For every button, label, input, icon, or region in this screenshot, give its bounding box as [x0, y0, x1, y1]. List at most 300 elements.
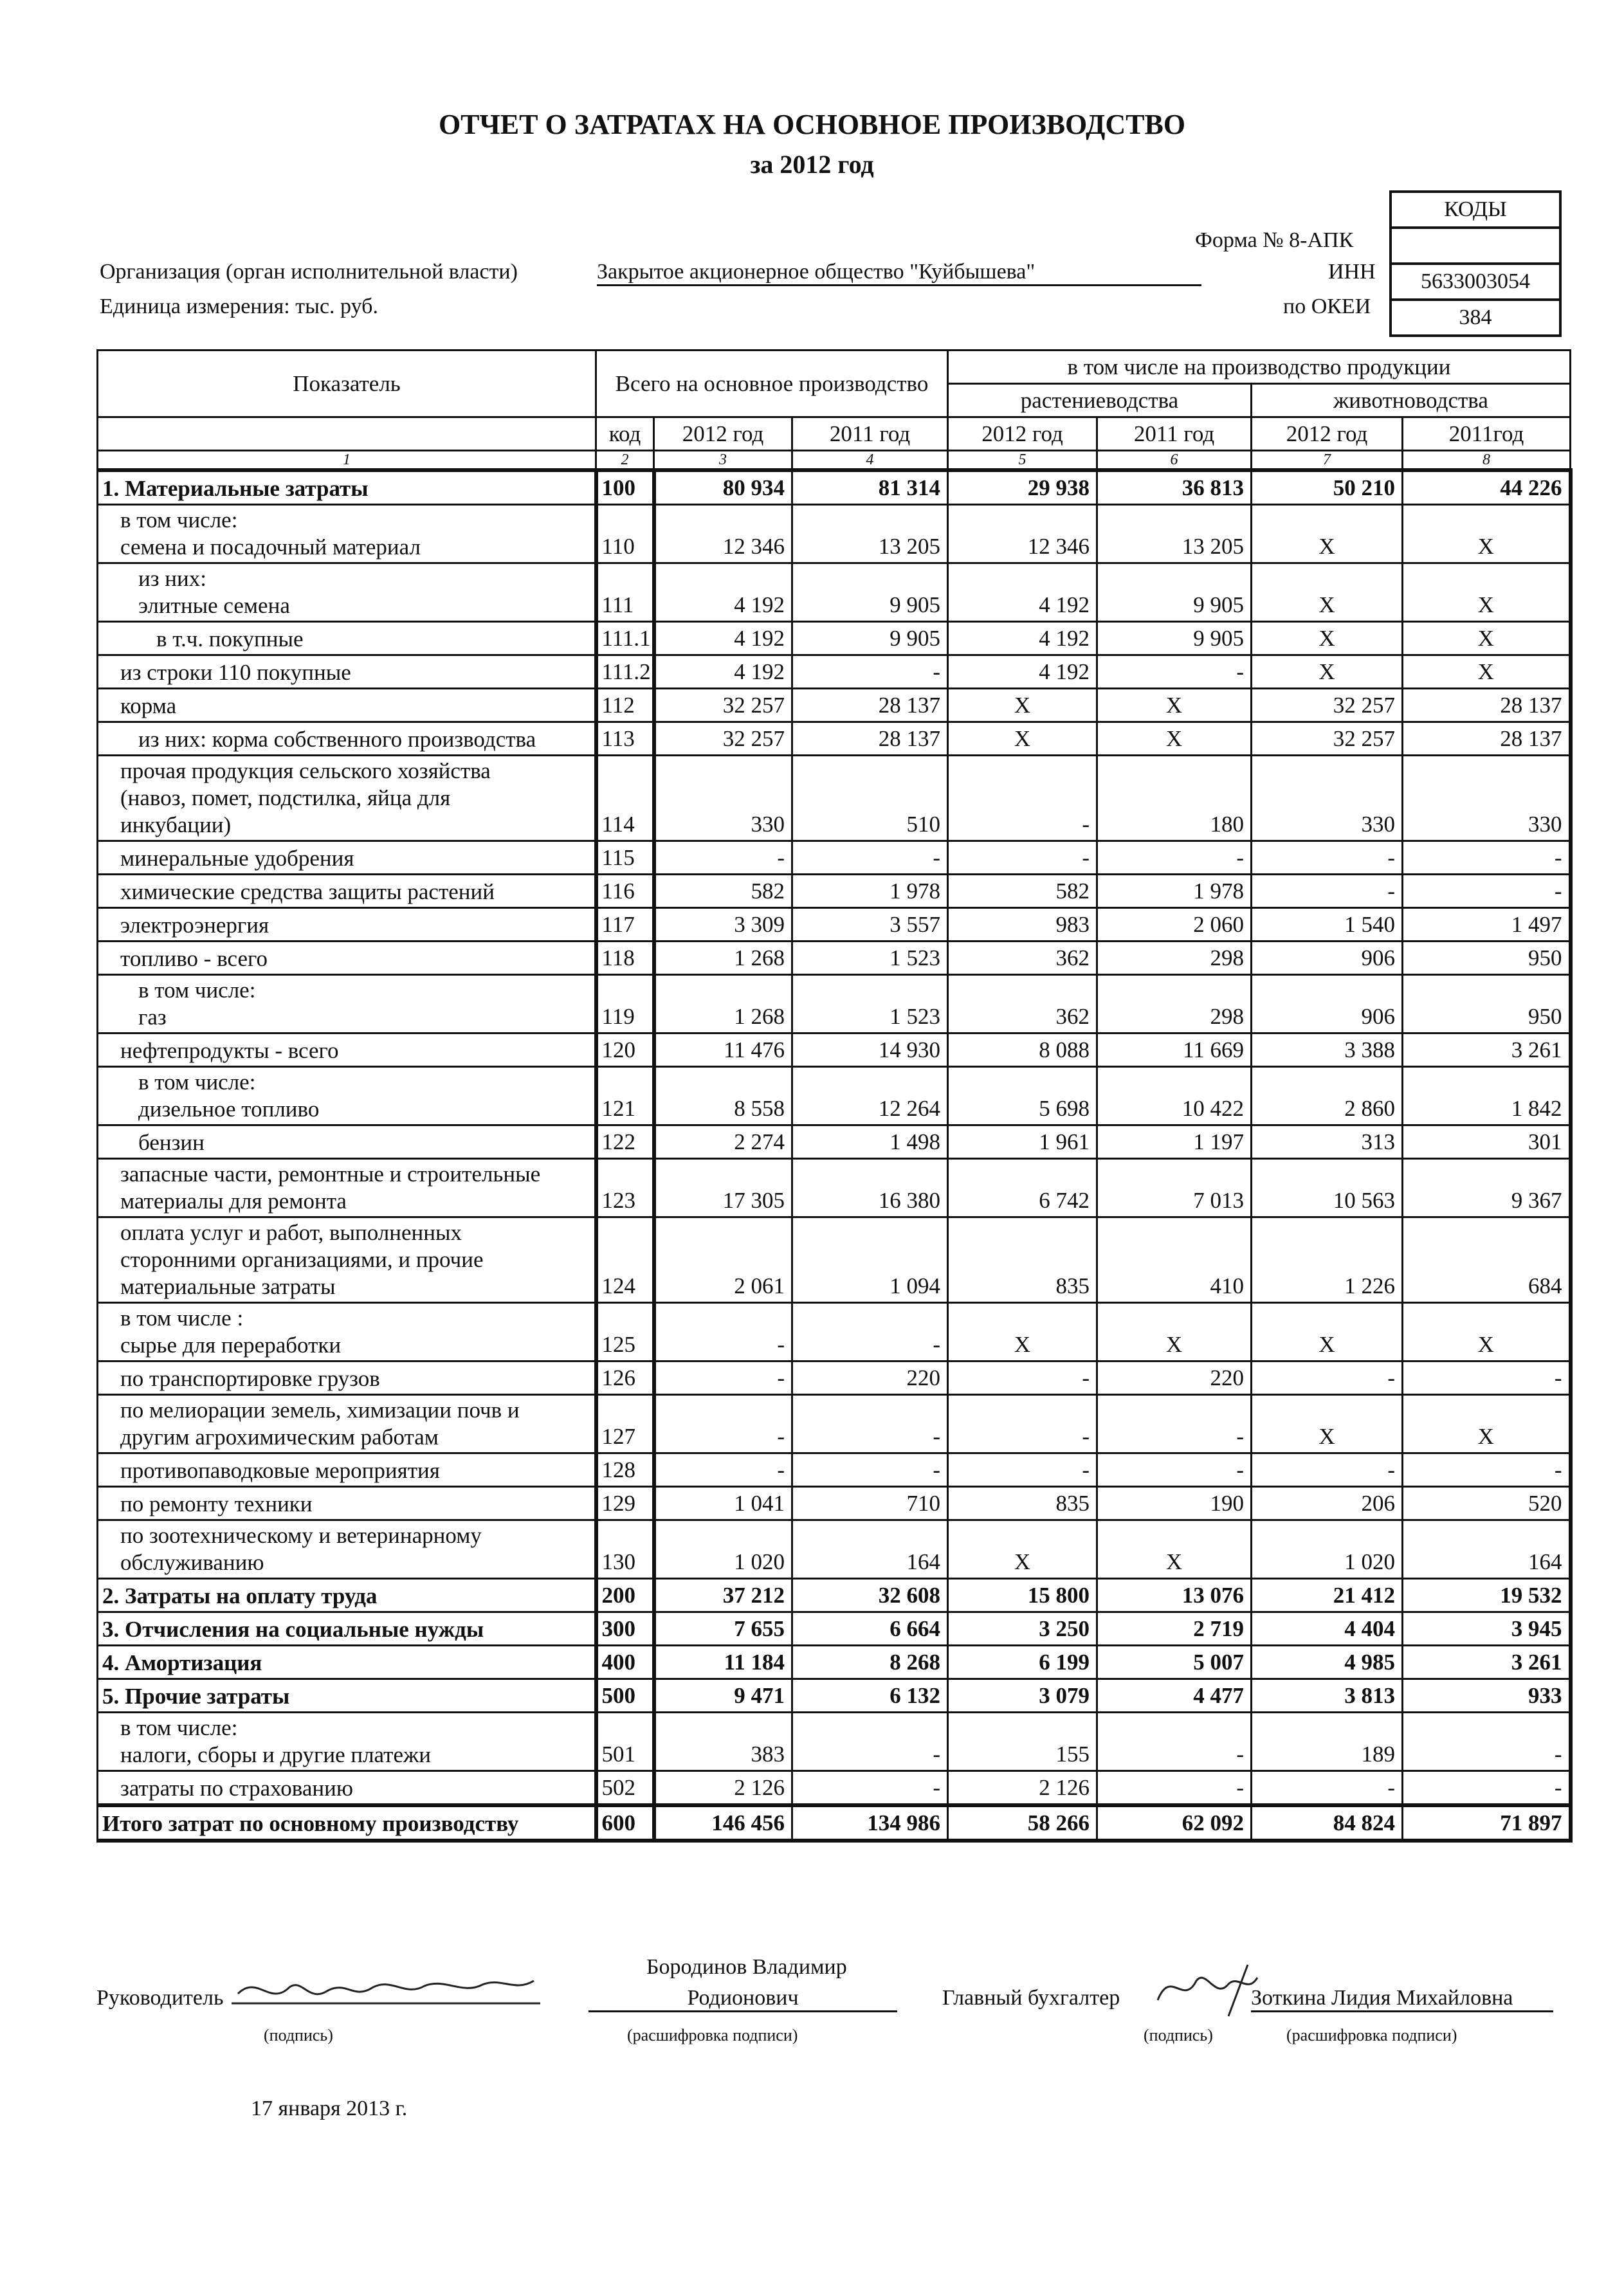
row-value-col6: X — [1097, 722, 1252, 756]
row-value-col6: 180 — [1097, 756, 1252, 841]
row-value-col7: 3 388 — [1252, 1033, 1403, 1067]
row-value-col7: 21 412 — [1252, 1579, 1403, 1612]
table-row — [98, 722, 1571, 756]
table-row — [98, 875, 1571, 908]
row-value-col6: 190 — [1097, 1487, 1252, 1520]
row-code: 126 — [596, 1361, 654, 1395]
row-value-col3: 32 257 — [654, 689, 792, 722]
row-name: в т.ч. покупные — [98, 622, 596, 655]
row-value-col8: 950 — [1403, 975, 1571, 1033]
row-name: противопаводковые мероприятия — [98, 1453, 596, 1487]
row-value-col4: 16 380 — [792, 1159, 948, 1217]
row-value-col4: - — [792, 1713, 948, 1771]
row-value-col3: 17 305 — [654, 1159, 792, 1217]
row-value-col6: - — [1097, 841, 1252, 875]
row-code: 200 — [596, 1579, 654, 1612]
row-value-col5: 1 961 — [948, 1125, 1097, 1159]
row-value-col3: 146 456 — [654, 1805, 792, 1841]
row-value-col4: 28 137 — [792, 722, 948, 756]
colnum-2: 2 — [596, 451, 654, 471]
row-value-col8: 950 — [1403, 942, 1571, 975]
row-value-col7: 4 404 — [1252, 1612, 1403, 1646]
row-value-col5: 8 088 — [948, 1033, 1097, 1067]
row-value-col8: 3 261 — [1403, 1033, 1571, 1067]
row-value-col3: - — [654, 1453, 792, 1487]
row-value-col8: - — [1403, 1771, 1571, 1806]
row-value-col8: - — [1403, 1713, 1571, 1771]
okei-label: по ОКЕИ — [1283, 295, 1371, 318]
row-value-col6: X — [1097, 1520, 1252, 1579]
row-value-col7: 906 — [1252, 942, 1403, 975]
row-value-col8: - — [1403, 841, 1571, 875]
row-code: 125 — [596, 1303, 654, 1361]
row-name: из них: корма собственного производства — [98, 722, 596, 756]
row-name: прочая продукция сельского хозяйства (навоз, помет, подстилка, яйца для инкубации) — [98, 756, 596, 841]
row-value-col4: 9 905 — [792, 622, 948, 655]
row-code: 501 — [596, 1713, 654, 1771]
table-row — [98, 756, 1571, 841]
row-code: 122 — [596, 1125, 654, 1159]
row-value-col8: 3 945 — [1403, 1612, 1571, 1646]
row-value-col8: X — [1403, 1303, 1571, 1361]
header-crop-2011: 2011 год — [1097, 417, 1252, 451]
report-title: ОТЧЕТ О ЗАТРАТАХ НА ОСНОВНОЕ ПРОИЗВОДСТВО — [438, 109, 1186, 140]
row-value-col7: 32 257 — [1252, 689, 1403, 722]
row-value-col8: 44 226 — [1403, 470, 1571, 505]
colnum-7: 7 — [1252, 451, 1403, 471]
row-value-col6: 13 205 — [1097, 505, 1252, 563]
row-value-col4: 28 137 — [792, 689, 948, 722]
row-value-col5: 4 192 — [948, 655, 1097, 689]
row-name: 5. Прочие затраты — [98, 1679, 596, 1713]
row-value-col8: 9 367 — [1403, 1159, 1571, 1217]
row-value-col6: 10 422 — [1097, 1067, 1252, 1125]
row-value-col5: 6 742 — [948, 1159, 1097, 1217]
row-name: 1. Материальные затраты — [98, 470, 596, 505]
row-code: 111.2 — [596, 655, 654, 689]
row-name: оплата услуг и работ, выполненных сторонними организациями, и прочие материальные затраты — [98, 1217, 596, 1303]
row-code: 100 — [596, 470, 654, 505]
row-code: 111.1 — [596, 622, 654, 655]
row-value-col3: 582 — [654, 875, 792, 908]
row-value-col8: X — [1403, 1395, 1571, 1453]
row-value-col8: - — [1403, 1361, 1571, 1395]
row-value-col3: 12 346 — [654, 505, 792, 563]
row-value-col7: X — [1252, 563, 1403, 622]
row-name: 2. Затраты на оплату труда — [98, 1579, 596, 1612]
header-animal: животноводства — [1252, 384, 1571, 417]
head-name-line1: Бородинов Владимир — [646, 1955, 847, 1979]
row-name: минеральные удобрения — [98, 841, 596, 875]
row-value-col3: 4 192 — [654, 563, 792, 622]
row-value-col7: 10 563 — [1252, 1159, 1403, 1217]
row-code: 113 — [596, 722, 654, 756]
row-code: 128 — [596, 1453, 654, 1487]
row-value-col8: 933 — [1403, 1679, 1571, 1713]
chief-acc-podpis: (подпись) — [1144, 2026, 1213, 2044]
row-value-col8: 1 842 — [1403, 1067, 1571, 1125]
row-code: 120 — [596, 1033, 654, 1067]
row-value-col8: 330 — [1403, 756, 1571, 841]
row-value-col5: 15 800 — [948, 1579, 1097, 1612]
table-row — [98, 1125, 1571, 1159]
row-name: запасные части, ремонтные и строительные материалы для ремонта — [98, 1159, 596, 1217]
row-code: 116 — [596, 875, 654, 908]
row-value-col6: 5 007 — [1097, 1646, 1252, 1679]
row-value-col5: 983 — [948, 908, 1097, 942]
row-value-col6: 298 — [1097, 942, 1252, 975]
row-value-col4: 1 523 — [792, 975, 948, 1033]
row-value-col8: - — [1403, 875, 1571, 908]
row-value-col6: 220 — [1097, 1361, 1252, 1395]
header-total-2012: 2012 год — [654, 417, 792, 451]
row-value-col4: 12 264 — [792, 1067, 948, 1125]
row-value-col6: 11 669 — [1097, 1033, 1252, 1067]
row-value-col8: 71 897 — [1403, 1805, 1571, 1841]
codes-box — [1389, 190, 1562, 337]
row-value-col7: X — [1252, 655, 1403, 689]
row-code: 300 — [596, 1612, 654, 1646]
row-value-col3: 330 — [654, 756, 792, 841]
row-name: бензин — [98, 1125, 596, 1159]
row-value-col4: - — [792, 1303, 948, 1361]
row-name: Итого затрат по основному производству — [98, 1805, 596, 1841]
row-value-col3: 37 212 — [654, 1579, 792, 1612]
row-code: 400 — [596, 1646, 654, 1679]
row-value-col3: 9 471 — [654, 1679, 792, 1713]
header-incl: в том числе на производство продукции — [948, 351, 1571, 384]
row-name: корма — [98, 689, 596, 722]
row-value-col7: 50 210 — [1252, 470, 1403, 505]
table-row — [98, 1805, 1571, 1841]
header-indicator: Показатель — [98, 351, 596, 417]
table-row — [98, 1361, 1571, 1395]
row-code: 129 — [596, 1487, 654, 1520]
row-value-col6: 2 719 — [1097, 1612, 1252, 1646]
row-value-col5: X — [948, 1520, 1097, 1579]
row-value-col6: - — [1097, 655, 1252, 689]
row-value-col3: 1 268 — [654, 942, 792, 975]
row-value-col4: - — [792, 1771, 948, 1806]
row-value-col7: X — [1252, 505, 1403, 563]
table-row — [98, 1067, 1571, 1125]
row-value-col5: X — [948, 1303, 1097, 1361]
row-value-col4: 3 557 — [792, 908, 948, 942]
table-row — [98, 1159, 1571, 1217]
row-code: 500 — [596, 1679, 654, 1713]
row-value-col5: 2 126 — [948, 1771, 1097, 1806]
chief-acc-label: Главный бухгалтер — [942, 1986, 1120, 2010]
row-value-col3: - — [654, 841, 792, 875]
table-row — [98, 622, 1571, 655]
row-code: 127 — [596, 1395, 654, 1453]
row-value-col6: - — [1097, 1453, 1252, 1487]
row-value-col4: 32 608 — [792, 1579, 948, 1612]
header-crop: растениеводства — [948, 384, 1252, 417]
row-value-col6: - — [1097, 1713, 1252, 1771]
row-value-col6: 1 978 — [1097, 875, 1252, 908]
row-value-col6: 7 013 — [1097, 1159, 1252, 1217]
header-total: Всего на основное производство — [596, 351, 948, 417]
row-value-col7: 1 226 — [1252, 1217, 1403, 1303]
row-value-col6: 9 905 — [1097, 563, 1252, 622]
row-value-col8: 3 261 — [1403, 1646, 1571, 1679]
row-value-col5: 6 199 — [948, 1646, 1097, 1679]
row-value-col7: 1 020 — [1252, 1520, 1403, 1579]
row-value-col6: 410 — [1097, 1217, 1252, 1303]
row-name: в том числе: налоги, сборы и другие платежи — [98, 1713, 596, 1771]
row-value-col4: 1 498 — [792, 1125, 948, 1159]
row-value-col5: 362 — [948, 975, 1097, 1033]
head-signature — [232, 1968, 547, 2013]
row-value-col3: 1 020 — [654, 1520, 792, 1579]
row-value-col4: 6 132 — [792, 1679, 948, 1713]
row-value-col7: X — [1252, 1395, 1403, 1453]
row-value-col6: - — [1097, 1395, 1252, 1453]
table-row — [98, 1395, 1571, 1453]
row-code: 123 — [596, 1159, 654, 1217]
row-value-col8: X — [1403, 622, 1571, 655]
row-value-col3: 11 476 — [654, 1033, 792, 1067]
table-row — [98, 1520, 1571, 1579]
row-value-col3: 80 934 — [654, 470, 792, 505]
row-code: 114 — [596, 756, 654, 841]
table-row — [98, 942, 1571, 975]
header-total-2011: 2011 год — [792, 417, 948, 451]
row-name: топливо - всего — [98, 942, 596, 975]
row-value-col5: - — [948, 841, 1097, 875]
row-value-col4: 13 205 — [792, 505, 948, 563]
row-code: 502 — [596, 1771, 654, 1806]
row-value-col7: - — [1252, 875, 1403, 908]
row-value-col7: X — [1252, 622, 1403, 655]
table-row — [98, 1303, 1571, 1361]
table-row — [98, 1612, 1571, 1646]
row-value-col3: 1 041 — [654, 1487, 792, 1520]
row-value-col4: 1 978 — [792, 875, 948, 908]
row-value-col7: 313 — [1252, 1125, 1403, 1159]
chief-acc-name: Зоткина Лидия Михайловна — [1251, 1986, 1553, 2012]
row-value-col5: - — [948, 756, 1097, 841]
header-code: код — [596, 417, 654, 451]
row-value-col5: 155 — [948, 1713, 1097, 1771]
form-code-cell — [1391, 228, 1560, 264]
org-value: Закрытое акционерное общество "Куйбышева" — [597, 260, 1201, 286]
row-value-col8: 28 137 — [1403, 689, 1571, 722]
table-row — [98, 1487, 1571, 1520]
colnum-5: 5 — [948, 451, 1097, 471]
row-value-col3: - — [654, 1395, 792, 1453]
row-value-col7: 2 860 — [1252, 1067, 1403, 1125]
row-value-col7: 32 257 — [1252, 722, 1403, 756]
row-value-col7: 330 — [1252, 756, 1403, 841]
row-code: 118 — [596, 942, 654, 975]
row-name: по транспортировке грузов — [98, 1361, 596, 1395]
table-row — [98, 1033, 1571, 1067]
row-value-col6: 298 — [1097, 975, 1252, 1033]
row-code: 112 — [596, 689, 654, 722]
row-value-col6: - — [1097, 1771, 1252, 1806]
head-name-line2: Родионович — [588, 1986, 897, 2012]
header-empty — [98, 417, 596, 451]
row-name: химические средства защиты растений — [98, 875, 596, 908]
row-value-col6: 36 813 — [1097, 470, 1252, 505]
header-animal-2011: 2011год — [1403, 417, 1571, 451]
row-value-col5: 835 — [948, 1217, 1097, 1303]
row-value-col4: 164 — [792, 1520, 948, 1579]
row-value-col5: 12 346 — [948, 505, 1097, 563]
row-value-col8: X — [1403, 655, 1571, 689]
table-row — [98, 505, 1571, 563]
row-name: из строки 110 покупные — [98, 655, 596, 689]
row-name: 3. Отчисления на социальные нужды — [98, 1612, 596, 1646]
row-value-col4: 6 664 — [792, 1612, 948, 1646]
row-name: 4. Амортизация — [98, 1646, 596, 1679]
table-row — [98, 1679, 1571, 1713]
header-animal-2012: 2012 год — [1252, 417, 1403, 451]
row-value-col6: X — [1097, 689, 1252, 722]
row-code: 600 — [596, 1805, 654, 1841]
table-row — [98, 689, 1571, 722]
org-label: Организация (орган исполнительной власти) — [100, 260, 518, 284]
row-value-col5: 5 698 — [948, 1067, 1097, 1125]
row-value-col8: 520 — [1403, 1487, 1571, 1520]
row-value-col5: X — [948, 722, 1097, 756]
row-value-col7: 3 813 — [1252, 1679, 1403, 1713]
colnum-6: 6 — [1097, 451, 1252, 471]
row-value-col7: 189 — [1252, 1713, 1403, 1771]
row-name: в том числе: дизельное топливо — [98, 1067, 596, 1125]
row-value-col7: 1 540 — [1252, 908, 1403, 942]
row-value-col7: - — [1252, 1771, 1403, 1806]
row-code: 121 — [596, 1067, 654, 1125]
row-value-col7: - — [1252, 1453, 1403, 1487]
row-name: по ремонту техники — [98, 1487, 596, 1520]
row-value-col6: 4 477 — [1097, 1679, 1252, 1713]
row-value-col4: 510 — [792, 756, 948, 841]
row-value-col8: 1 497 — [1403, 908, 1571, 942]
row-value-col4: 1 094 — [792, 1217, 948, 1303]
form-label: Форма № 8-АПК — [1195, 228, 1354, 252]
row-value-col5: 835 — [948, 1487, 1097, 1520]
row-value-col7: 906 — [1252, 975, 1403, 1033]
row-code: 111 — [596, 563, 654, 622]
row-value-col3: 11 184 — [654, 1646, 792, 1679]
row-value-col3: 3 309 — [654, 908, 792, 942]
colnum-3: 3 — [654, 451, 792, 471]
row-code: 115 — [596, 841, 654, 875]
chief-acc-decode: (расшифровка подписи) — [1286, 2026, 1457, 2044]
row-value-col6: 1 197 — [1097, 1125, 1252, 1159]
row-value-col4: - — [792, 655, 948, 689]
head-label: Руководитель — [96, 1986, 224, 2010]
row-value-col4: - — [792, 1395, 948, 1453]
row-value-col7: 4 985 — [1252, 1646, 1403, 1679]
inn-label: ИНН — [1328, 260, 1376, 284]
row-value-col5: 4 192 — [948, 563, 1097, 622]
row-value-col8: X — [1403, 563, 1571, 622]
row-code: 130 — [596, 1520, 654, 1579]
row-value-col5: 3 250 — [948, 1612, 1097, 1646]
row-value-col4: 134 986 — [792, 1805, 948, 1841]
row-value-col4: 81 314 — [792, 470, 948, 505]
table-row — [98, 1453, 1571, 1487]
row-value-col4: 1 523 — [792, 942, 948, 975]
table-row — [98, 1713, 1571, 1771]
row-name: в том числе : сырье для переработки — [98, 1303, 596, 1361]
row-value-col8: 164 — [1403, 1520, 1571, 1579]
row-value-col6: 13 076 — [1097, 1579, 1252, 1612]
row-value-col8: X — [1403, 505, 1571, 563]
row-value-col5: 4 192 — [948, 622, 1097, 655]
row-value-col3: 8 558 — [654, 1067, 792, 1125]
table-row — [98, 470, 1571, 505]
row-code: 124 — [596, 1217, 654, 1303]
row-name: затраты по страхованию — [98, 1771, 596, 1806]
row-name: нефтепродукты - всего — [98, 1033, 596, 1067]
row-value-col4: 14 930 — [792, 1033, 948, 1067]
okei-code-cell: 384 — [1391, 300, 1560, 336]
row-value-col8: - — [1403, 1453, 1571, 1487]
row-value-col3: 7 655 — [654, 1612, 792, 1646]
row-value-col8: 684 — [1403, 1217, 1571, 1303]
table-row — [98, 908, 1571, 942]
row-value-col7: 84 824 — [1252, 1805, 1403, 1841]
row-value-col7: - — [1252, 1361, 1403, 1395]
row-value-col3: 2 274 — [654, 1125, 792, 1159]
header-crop-2012: 2012 год — [948, 417, 1097, 451]
sign-date: 17 января 2013 г. — [251, 2097, 408, 2120]
row-value-col7: X — [1252, 1303, 1403, 1361]
row-name: в том числе: газ — [98, 975, 596, 1033]
row-value-col3: 2 126 — [654, 1771, 792, 1806]
row-value-col3: 383 — [654, 1713, 792, 1771]
row-value-col5: - — [948, 1453, 1097, 1487]
inn-code-cell: 5633003054 — [1391, 264, 1560, 300]
row-value-col5: 29 938 — [948, 470, 1097, 505]
row-name: по мелиорации земель, химизации почв и другим агрохимическим работам — [98, 1395, 596, 1453]
row-value-col8: 301 — [1403, 1125, 1571, 1159]
row-value-col3: - — [654, 1303, 792, 1361]
table-row — [98, 655, 1571, 689]
row-value-col5: X — [948, 689, 1097, 722]
row-value-col5: 582 — [948, 875, 1097, 908]
row-value-col6: X — [1097, 1303, 1252, 1361]
row-value-col7: - — [1252, 841, 1403, 875]
row-value-col6: 9 905 — [1097, 622, 1252, 655]
row-value-col5: 58 266 — [948, 1805, 1097, 1841]
row-value-col6: 2 060 — [1097, 908, 1252, 942]
codes-header: КОДЫ — [1391, 192, 1560, 228]
row-name: по зоотехническому и ветеринарному обслуживанию — [98, 1520, 596, 1579]
row-value-col6: 62 092 — [1097, 1805, 1252, 1841]
row-value-col5: - — [948, 1395, 1097, 1453]
row-value-col7: 206 — [1252, 1487, 1403, 1520]
row-value-col4: 8 268 — [792, 1646, 948, 1679]
table-row — [98, 975, 1571, 1033]
head-podpis: (подпись) — [264, 2026, 333, 2044]
table-row — [98, 1646, 1571, 1679]
cost-table — [96, 349, 1573, 1843]
chief-acc-signature — [1151, 1962, 1261, 2019]
row-value-col3: 4 192 — [654, 655, 792, 689]
row-value-col3: 4 192 — [654, 622, 792, 655]
row-name: из них: элитные семена — [98, 563, 596, 622]
row-code: 110 — [596, 505, 654, 563]
row-value-col4: 9 905 — [792, 563, 948, 622]
colnum-4: 4 — [792, 451, 948, 471]
unit-label: Единица измерения: тыс. руб. — [100, 295, 378, 318]
